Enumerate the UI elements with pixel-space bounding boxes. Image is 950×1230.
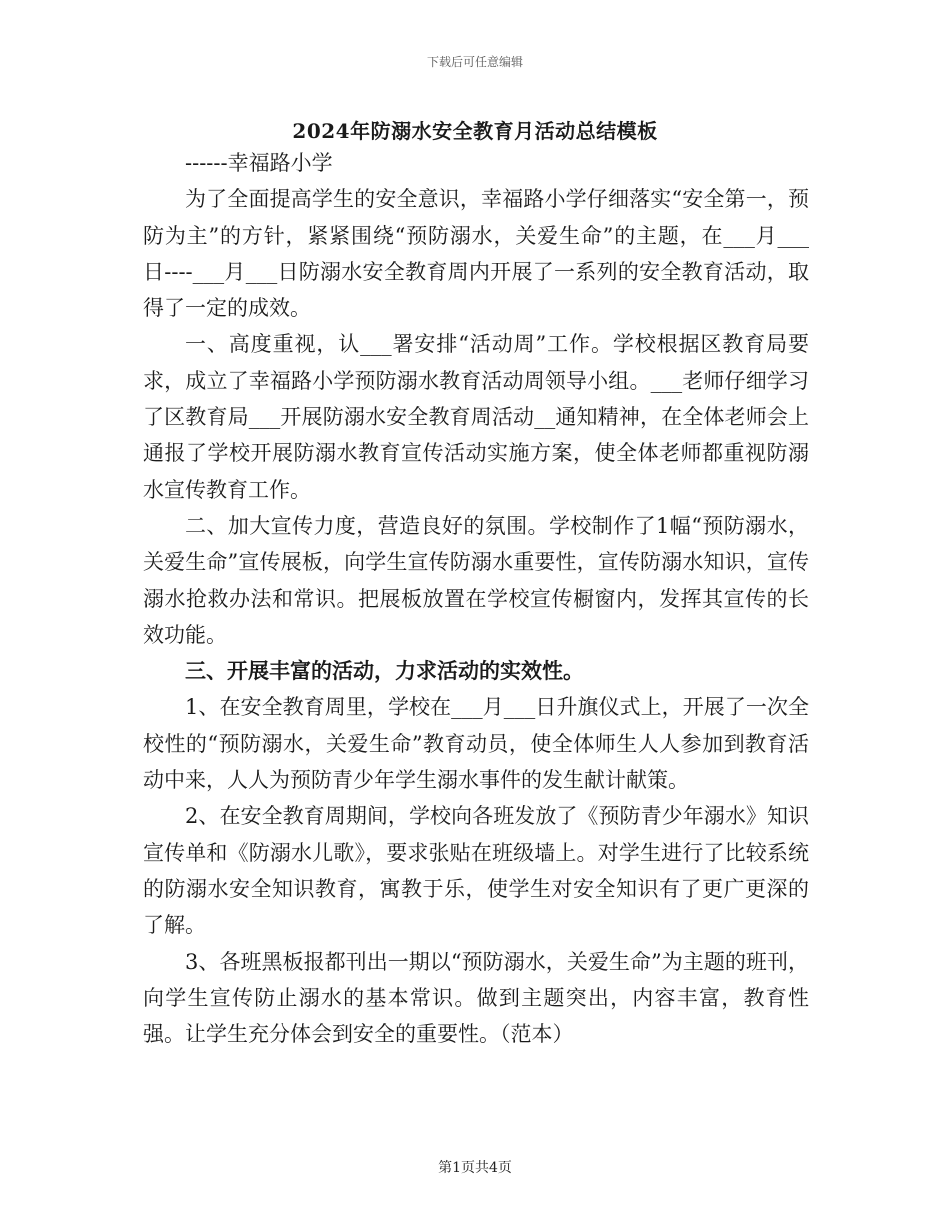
paragraph-section-two: 二、加大宣传力度，营造良好的氛围。学校制作了1幅“预防溺水，关爱生命”宣传展板，向学生宣传防溺水重要性，宣传防溺水知识，宣传溺水抢救办法和常识。把展板放置在学校宣传橱窗内，发挥其宣传的长效功能。 (143, 513, 809, 647)
section-three-heading: 三、开展丰富的活动，力求活动的实效性。 (185, 658, 584, 684)
paragraph-item-two: 2、在安全教育周期间，学校向各班发放了《预防青少年溺水》知识宣传单和《防溺水儿歌》，要求张贴在班级墙上。对学生进行了比较系统的防溺水安全知识教育，寓教于乐，使学生对安全知识有了更广更深的了解。 (143, 804, 809, 938)
paragraph-item-three: 3、各班黑板报都刊出一期以“预防溺水，关爱生命”为主题的班刊，向学生宣传防止溺水的基本常识。做到主题突出，内容丰富，教育性强。让学生充分体会到安全的重要性。（范本） (143, 949, 809, 1047)
document-title: 2024年防溺水安全教育月活动总结模板 (292, 119, 658, 143)
page-number: 第1页共4页 (438, 1160, 512, 1176)
document-subtitle: ------幸福路小学 (185, 151, 333, 175)
paragraph-item-one: 1、在安全教育周里，学校在___月___日升旗仪式上，开展了一次全校性的“预防溺水，关爱生命”教育动员，使全体师生人人参加到教育活动中来，人人为预防青少年学生溺水事件的发生献计献策。 (143, 695, 809, 793)
page-header: 下载后可任意编辑 (426, 55, 523, 69)
document-body (143, 145, 809, 1052)
paragraph-intro: 为了全面提高学生的安全意识，幸福路小学仔细落实“安全第一，预防为主”的方针，紧紧围绕“预防溺水，关爱生命”的主题，在___月___日----___月___日防溺水安全教育周内开展了一系列的安全教育活动，取得了一定的成效。 (143, 187, 809, 321)
paragraph-section-one: 一、高度重视，认___署安排“活动周”工作。学校根据区教育局要求，成立了幸福路小学预防溺水教育活动周领导小组。___老师仔细学习了区教育局___开展防溺水安全教育周活动__通知精神，在全体老师会上通报了学校开展防溺水教育宣传活动实施方案，使全体老师都重视防溺水宣传教育工作。 (143, 332, 809, 502)
